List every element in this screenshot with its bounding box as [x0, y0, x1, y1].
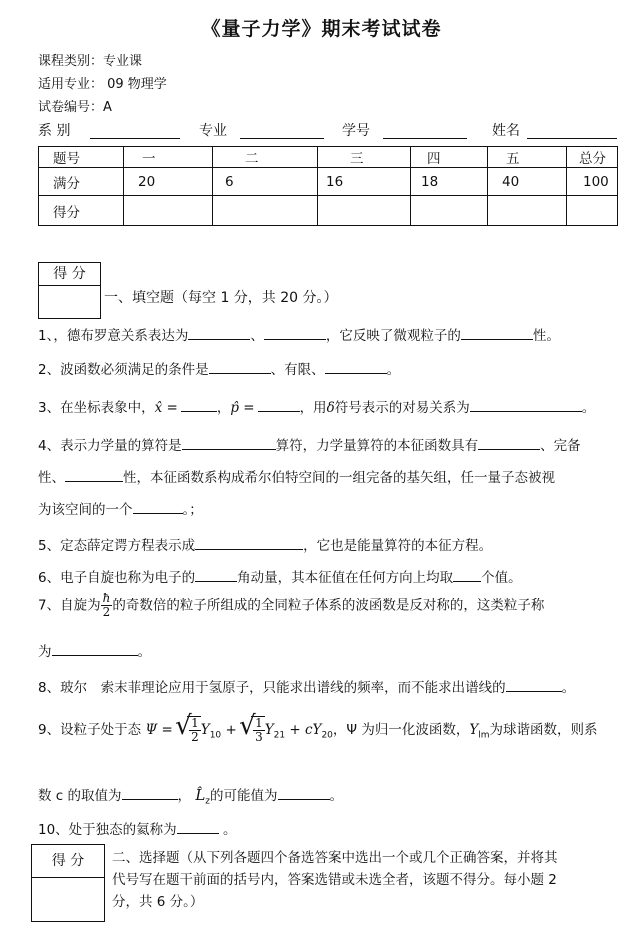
- answer-blank[interactable]: [461, 325, 533, 340]
- q4-text: 性，本征函数系构成希尔伯特空间的一组完备的基矢组，任一量子态被视: [123, 470, 555, 486]
- q9-text: 的可能值为: [210, 788, 278, 804]
- q2-text-b: 、有限、: [270, 362, 325, 378]
- q9-text: 数 c 的取值为: [38, 788, 122, 804]
- answer-blank[interactable]: [195, 567, 237, 582]
- x-operator: x̂ =: [154, 400, 178, 416]
- lz-operator: L̂: [195, 786, 206, 804]
- question-10: [38, 818, 236, 838]
- table-cell: 题号: [39, 147, 124, 168]
- name-blank: [527, 124, 617, 139]
- major-blank: [240, 124, 324, 139]
- psi-symbol: Ψ =: [145, 722, 173, 738]
- subscript: z: [205, 796, 211, 807]
- question-3: 3、在坐标表象中，x̂ = ，p̂ = ，用δ符号表示的对易关系为 。: [38, 396, 595, 416]
- fraction-numerator: √ 1: [255, 716, 263, 730]
- question-9-line-2: [38, 784, 343, 807]
- q2-text-a: 2、波函数必须满足的条件是: [38, 362, 209, 378]
- fraction-numerator: √ 1: [191, 716, 199, 730]
- score-box-label: 得 分: [39, 263, 100, 286]
- answer-blank[interactable]: [182, 435, 276, 450]
- score-cell[interactable]: [318, 196, 411, 226]
- fraction: [189, 717, 201, 744]
- q1-text-d: 性。: [532, 328, 560, 344]
- student-no-label: 学号: [342, 123, 370, 139]
- student-no-blank: [383, 124, 467, 139]
- q9-text-a: 9、设粒子处于态: [38, 722, 142, 738]
- q5-text-a: 5、定态薛定谔方程表示成: [38, 538, 196, 554]
- c-y20-term: + cY: [289, 722, 322, 738]
- answer-blank[interactable]: [264, 325, 326, 340]
- q1-text-a: 1、，德布罗意关系表达为: [38, 328, 189, 344]
- question-4-line-3: [38, 498, 203, 518]
- major-label: 专业: [199, 123, 227, 139]
- ylm-symbol: Y: [200, 722, 210, 738]
- subscript: lm: [478, 730, 490, 741]
- plus-sign: +: [225, 722, 237, 738]
- fraction-denominator: 2: [102, 605, 111, 619]
- q6-text-c: 个值。: [481, 570, 522, 586]
- answer-blank[interactable]: [122, 785, 178, 800]
- question-1: [38, 324, 560, 344]
- sqrt-half: [187, 716, 201, 744]
- q3-text-a: 3、在坐标表象中，: [38, 400, 155, 416]
- score-box: [38, 262, 101, 319]
- table-cell: 20: [124, 168, 213, 196]
- score-cell[interactable]: [411, 196, 488, 226]
- q7-text-a: 7、自旋为: [38, 597, 101, 614]
- answer-blank[interactable]: [52, 641, 138, 656]
- table-cell: 四: [411, 147, 488, 168]
- score-table: [38, 146, 618, 226]
- q6-text-b: 角动量，其本征值在任何方向上均取: [237, 570, 454, 586]
- question-7-line-1: [38, 592, 544, 619]
- question-4-line-2: [38, 466, 555, 486]
- major-line: 适用专业： 09 物理学: [38, 77, 167, 92]
- hbar-over-2-fraction: [101, 592, 113, 619]
- subscript: 20: [321, 730, 333, 741]
- q8-text-b: 。: [561, 680, 576, 696]
- name-label: 姓名: [492, 123, 520, 139]
- q8-text-a: 8、玻尔 索末菲理论应用于氢原子，只能求出谱线的频率，而不能求出谱线的: [38, 680, 506, 696]
- question-5: [38, 534, 492, 554]
- question-9-line-1: [38, 716, 598, 744]
- q9-text-d: 为球谐函数，则系: [489, 722, 598, 738]
- p-operator: p̂ =: [230, 400, 255, 416]
- score-cell[interactable]: [567, 196, 618, 226]
- q3-text-d: 。: [581, 400, 596, 416]
- q5-text-b: ，它也是能量算符的本征方程。: [303, 538, 493, 554]
- section-2-heading-line-1: 二、选择题（从下列各题四个备选答案中选出一个或几个正确答案，并将其: [112, 850, 558, 866]
- table-cell: 40: [488, 168, 567, 196]
- q4-text: 。；: [182, 502, 203, 518]
- table-cell: 五: [488, 147, 567, 168]
- answer-blank[interactable]: [325, 359, 387, 374]
- q3-text-b: ，用: [299, 400, 327, 416]
- answer-blank[interactable]: [195, 535, 303, 550]
- subscript: 10: [209, 730, 222, 741]
- table-cell: 18: [411, 168, 488, 196]
- q9-text-b: ，Ψ 为归一化波函数，: [332, 722, 470, 738]
- q4-text: 算符，力学量算符的本征函数具有: [275, 438, 479, 454]
- ylm-symbol: Y: [264, 722, 274, 738]
- answer-blank[interactable]: [470, 397, 582, 412]
- delta-symbol: δ: [326, 400, 335, 416]
- table-cell: 三: [318, 147, 411, 168]
- answer-blank[interactable]: [209, 359, 271, 374]
- score-table-score-row: [39, 196, 618, 226]
- q10-text-a: 10、处于独态的氦称为: [38, 822, 177, 838]
- q7-text-d: 。: [137, 644, 151, 660]
- q9-text: ，: [177, 788, 192, 804]
- question-7-line-2: [38, 640, 151, 660]
- table-cell: 100: [567, 168, 618, 196]
- q4-text: 性、: [38, 470, 65, 486]
- table-cell: 二: [213, 147, 318, 168]
- dept-blank: [90, 124, 180, 139]
- paper-number: 试卷编号：A: [38, 100, 112, 115]
- table-cell: 一: [124, 147, 213, 168]
- section-2-heading-line-2: 代号写在题干前面的括号内，答案选错或未选全者，该题不得分。每小题 2: [112, 872, 557, 888]
- answer-blank[interactable]: [258, 397, 300, 412]
- fraction-denominator: 2: [191, 730, 199, 744]
- score-box-label: 得 分: [32, 845, 104, 878]
- question-6: [38, 566, 522, 586]
- score-table-header-row: [39, 147, 618, 168]
- dept-label: 系 别: [38, 123, 71, 139]
- score-table-full-row: [39, 168, 618, 196]
- question-4-line-1: [38, 434, 581, 454]
- q1-text-b: 、: [250, 328, 264, 344]
- answer-blank[interactable]: [181, 397, 217, 412]
- answer-blank[interactable]: [133, 499, 183, 514]
- fraction-denominator: 3: [255, 730, 263, 744]
- answer-blank[interactable]: [65, 467, 123, 482]
- score-box: [31, 844, 105, 922]
- section-2-heading-line-3: 分，共 6 分。）: [112, 894, 204, 910]
- question-2: [38, 358, 400, 378]
- answer-blank[interactable]: [478, 435, 540, 450]
- q7-text-c: 为: [38, 644, 52, 660]
- score-cell[interactable]: [488, 196, 567, 226]
- subscript: 21: [273, 730, 286, 741]
- section-1-heading: 一、填空题（每空 1 分，共 20 分。）: [104, 290, 338, 306]
- answer-blank[interactable]: [188, 325, 250, 340]
- ylm-symbol: Y: [469, 722, 479, 738]
- q6-text-a: 6、电子自旋也称为电子的: [38, 570, 196, 586]
- question-8: [38, 676, 575, 696]
- answer-blank[interactable]: [278, 785, 330, 800]
- score-cell[interactable]: [124, 196, 213, 226]
- q4-text: 4、表示力学量的算符是: [38, 438, 182, 454]
- course-type: 课程类别：专业课: [38, 54, 143, 69]
- q7-text-b: 的奇数倍的粒子所组成的全同粒子体系的波函数是反对称的，这类粒子称: [112, 597, 545, 614]
- answer-blank[interactable]: [453, 567, 481, 582]
- table-cell: 6: [213, 168, 318, 196]
- q10-text-b: 。: [222, 822, 237, 838]
- q9-text: 。: [329, 788, 344, 804]
- table-cell: 16: [318, 168, 411, 196]
- fraction: [253, 717, 265, 744]
- q2-text-c: 。: [386, 362, 401, 378]
- table-cell: 得分: [39, 196, 124, 226]
- sqrt-third: [251, 716, 265, 744]
- table-cell: 满分: [39, 168, 124, 196]
- answer-blank[interactable]: [506, 677, 562, 692]
- q4-text: 、完备: [540, 438, 581, 454]
- q1-text-c: ，它反映了微观粒子的: [325, 328, 461, 344]
- exam-title: 《量子力学》期末考试试卷: [201, 18, 442, 40]
- q4-text: 为该空间的一个: [38, 502, 133, 518]
- fraction-numerator: ħ: [102, 591, 111, 605]
- q3-text-c: 符号表示的对易关系为: [334, 400, 470, 416]
- score-cell[interactable]: [213, 196, 318, 226]
- table-cell: 总分: [567, 147, 618, 168]
- answer-blank[interactable]: [177, 819, 219, 834]
